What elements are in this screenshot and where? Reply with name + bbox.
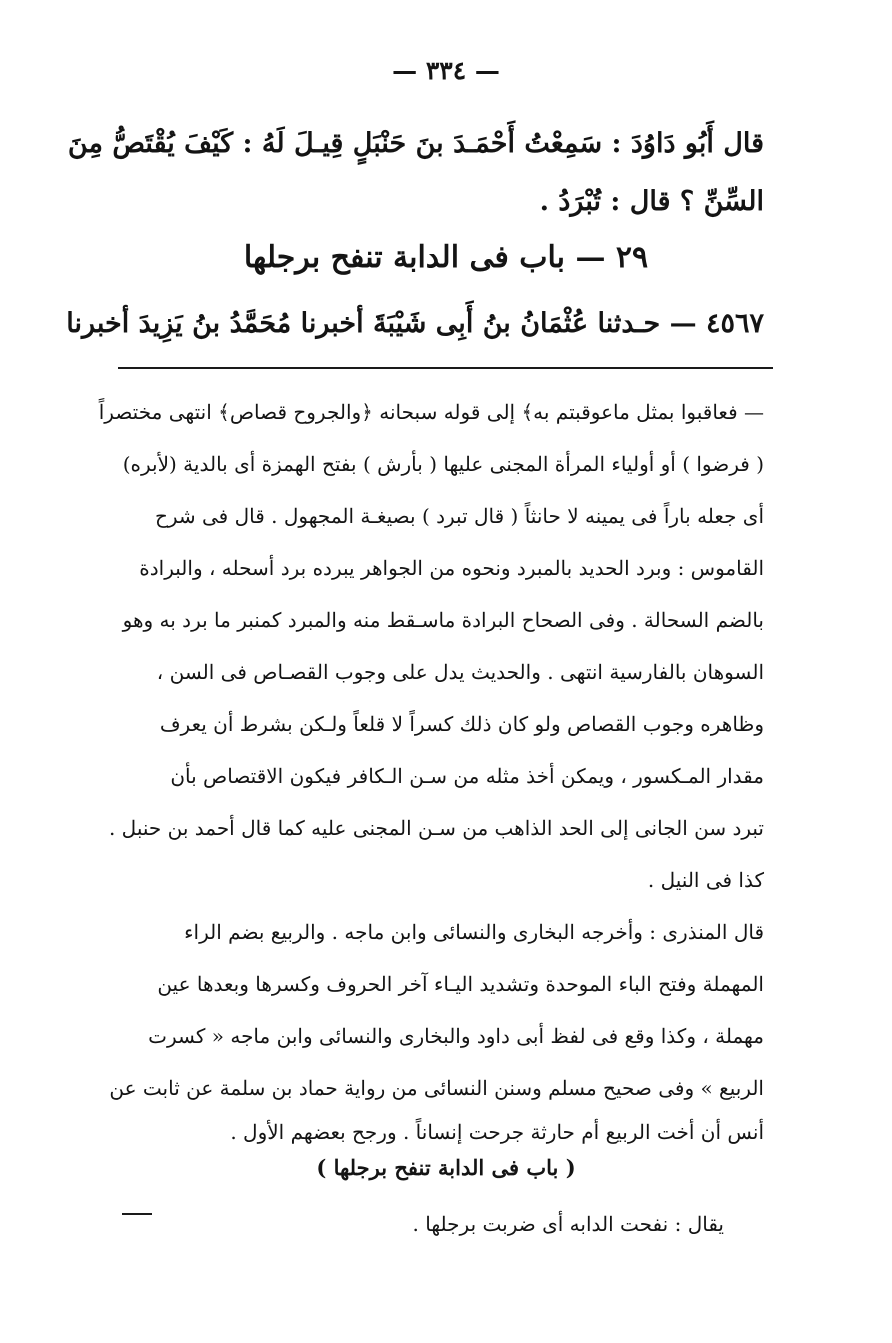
page-number: — ٣٣٤ — xyxy=(392,56,500,85)
footnote-separator xyxy=(118,367,773,369)
commentary-line: مقدار المـكسور ، ويمكن أخذ مثله من سـن الـكافر فيكون الاقتصاص بأن xyxy=(170,764,764,788)
chapter-heading: ٢٩ — باب فى الدابة تنفح برجلها xyxy=(243,240,649,275)
final-line: يقال : نفحت الدابه أى ضربت برجلها . xyxy=(412,1212,724,1236)
commentary-line: بالضم السحالة . وفى الصحاح البرادة ماسـقط منه والمبرد كمنبر ما برد به وهو xyxy=(122,608,764,632)
commentary-line: وظاهره وجوب القصاص ولو كان ذلك كسراً لا قلعاً ولـكن بشرط أن يعرف xyxy=(159,712,764,736)
hadith-line-2: السِّنِّ ؟ قال : تُبْرَدُ . xyxy=(539,186,764,217)
commentary-line: السوهان بالفارسية انتهى . والحديث يدل على وجوب القصـاص فى السن ، xyxy=(156,660,764,684)
hadith-number-isnad: ٤٥٦٧ — حـدثنا عُثْمَانُ بنُ أَبِى شَيْبَةَ أخبرنا مُحَمَّدُ بنُ يَزِيدَ أخبرنا xyxy=(66,308,764,339)
continuation-dash xyxy=(122,1213,152,1215)
commentary-line: الربيع » وفى صحيح مسلم وسنن النسائى من رواية حماد بن سلمة عن ثابت عن xyxy=(109,1076,764,1100)
commentary-line: — فعاقبوا بمثل ماعوقبتم به﴾ إلى قوله سبحانه ﴿والجروح قصاص﴾ انتهى مختصراً xyxy=(98,400,764,424)
commentary-line: أنس أن أخت الربيع أم حارثة جرحت إنساناً . ورجح بعضهم الأول . xyxy=(230,1120,764,1144)
commentary-line: قال المنذرى : وأخرجه البخارى والنسائى وابن ماجه . والربيع بضم الراء xyxy=(184,920,764,944)
commentary-line: ( فرضوا ) أو أولياء المرأة المجنى عليها ( بأرش ) بفتح الهمزة أى بالدية (لأبره) xyxy=(122,452,764,476)
commentary-line: القاموس : وبرد الحديد بالمبرد ونحوه من الجواهر يبرده برد أسحله ، والبرادة xyxy=(139,556,764,580)
commentary-line: أى جعله باراً فى يمينه لا حانثاً ( قال تبرد ) بصيغـة المجهول . قال فى شرح xyxy=(154,504,764,528)
commentary-line: المهملة وفتح الباء الموحدة وتشديد اليـاء آخر الحروف وكسرها وبعدها عين xyxy=(157,972,764,996)
commentary-subheading: ( باب فى الدابة تنفح برجلها ) xyxy=(316,1155,576,1180)
hadith-line-1: قال أَبُو دَاوُدَ : سَمِعْتُ أَحْمَـدَ بنَ حَنْبَلٍ قِيـلَ لَهُ : كَيْفَ يُقْتَصُّ مِنَ xyxy=(67,128,764,159)
commentary-line: مهملة ، وكذا وقع فى لفظ أبى داود والبخارى والنسائى وابن ماجه « كسرت xyxy=(148,1024,764,1048)
commentary-line: تبرد سن الجانى إلى الحد الذاهب من سـن المجنى عليه كما قال أحمد بن حنبل . xyxy=(108,816,764,840)
commentary-line: كذا فى النيل . xyxy=(647,868,764,892)
